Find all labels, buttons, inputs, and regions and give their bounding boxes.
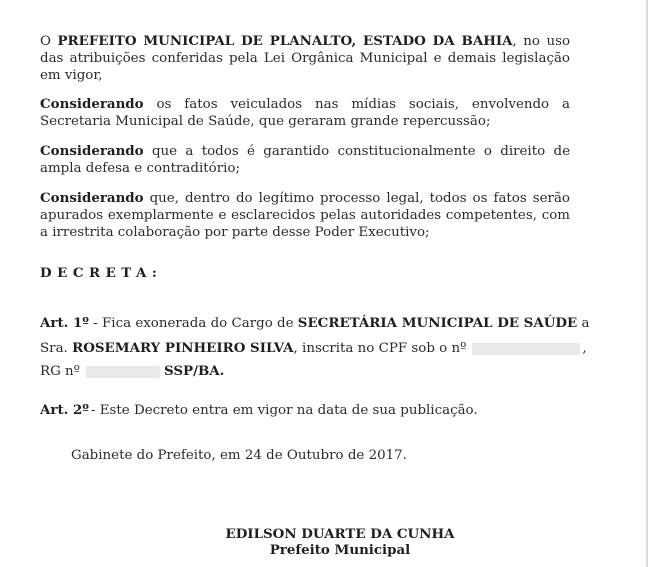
art1-line3 [40, 363, 224, 380]
considerando-label: Considerando [40, 96, 144, 112]
considerando-text: os fatos veiculados nas mídias sociais, envolvendo a Secretaria Municipal de Saúde, que geraram grande repercussão; [40, 97, 570, 129]
intro-text-end: , no uso das atribuições conferidas pela Lei Orgânica Municipal e demais legislação em vigor, [40, 34, 571, 83]
page-edge-divider [646, 0, 648, 567]
signature-name: EDILSON DUARTE DA CUNHA [225, 526, 455, 542]
art1-comma: , [582, 341, 587, 356]
art2-line [40, 402, 478, 419]
considerando-label: Considerando [40, 190, 144, 206]
considerando-1 [40, 96, 570, 130]
decreta-heading: DECRETA: [40, 265, 163, 281]
art1-text: - Fica exonerada do Cargo de [88, 316, 298, 331]
art2-label: Art. 2º [40, 402, 89, 418]
considerando-text: que a todos é garantido constitucionalmente o direito de ampla defesa e contraditório; [40, 144, 570, 176]
art1-cpf-text: , inscrita no CPF sob o nº [293, 341, 467, 356]
art1-name: ROSEMARY PINHEIRO SILVA [72, 340, 294, 356]
art1-line2 [40, 340, 587, 357]
gabinete-date: Gabinete do Prefeito, em 24 de Outubro de 2017. [71, 448, 407, 463]
art1-text-a: a [577, 316, 590, 331]
art1-line1 [40, 315, 590, 332]
redacted-rg [86, 366, 160, 378]
signature-title: Prefeito Municipal [269, 542, 411, 558]
mayor-title: PREFEITO MUNICIPAL DE PLANALTO, ESTADO DA BAHIA [57, 33, 513, 49]
art1-label: Art. 1º [40, 315, 89, 331]
intro-paragraph [40, 33, 570, 84]
art1-rg-text: RG nº [40, 364, 80, 379]
art1-sra: Sra. [40, 341, 73, 356]
art1-cargo: SECRETÁRIA MUNICIPAL DE SAÚDE [297, 315, 578, 331]
art2-text: - Este Decreto entra em vigor na data de sua publicação. [90, 403, 478, 418]
considerando-3 [40, 190, 570, 241]
redacted-cpf [472, 343, 580, 355]
intro-text-start: O [40, 34, 58, 49]
art1-ssp: SSP/BA. [163, 363, 225, 379]
considerando-text: que, dentro do legítimo processo legal, todos os fatos serão apurados exemplarmente e esclarecidos pelas autoridades competentes, com a irrestrita colaboração por parte desse Poder Executivo; [40, 191, 570, 240]
considerando-label: Considerando [40, 143, 144, 159]
considerando-2 [40, 143, 570, 177]
